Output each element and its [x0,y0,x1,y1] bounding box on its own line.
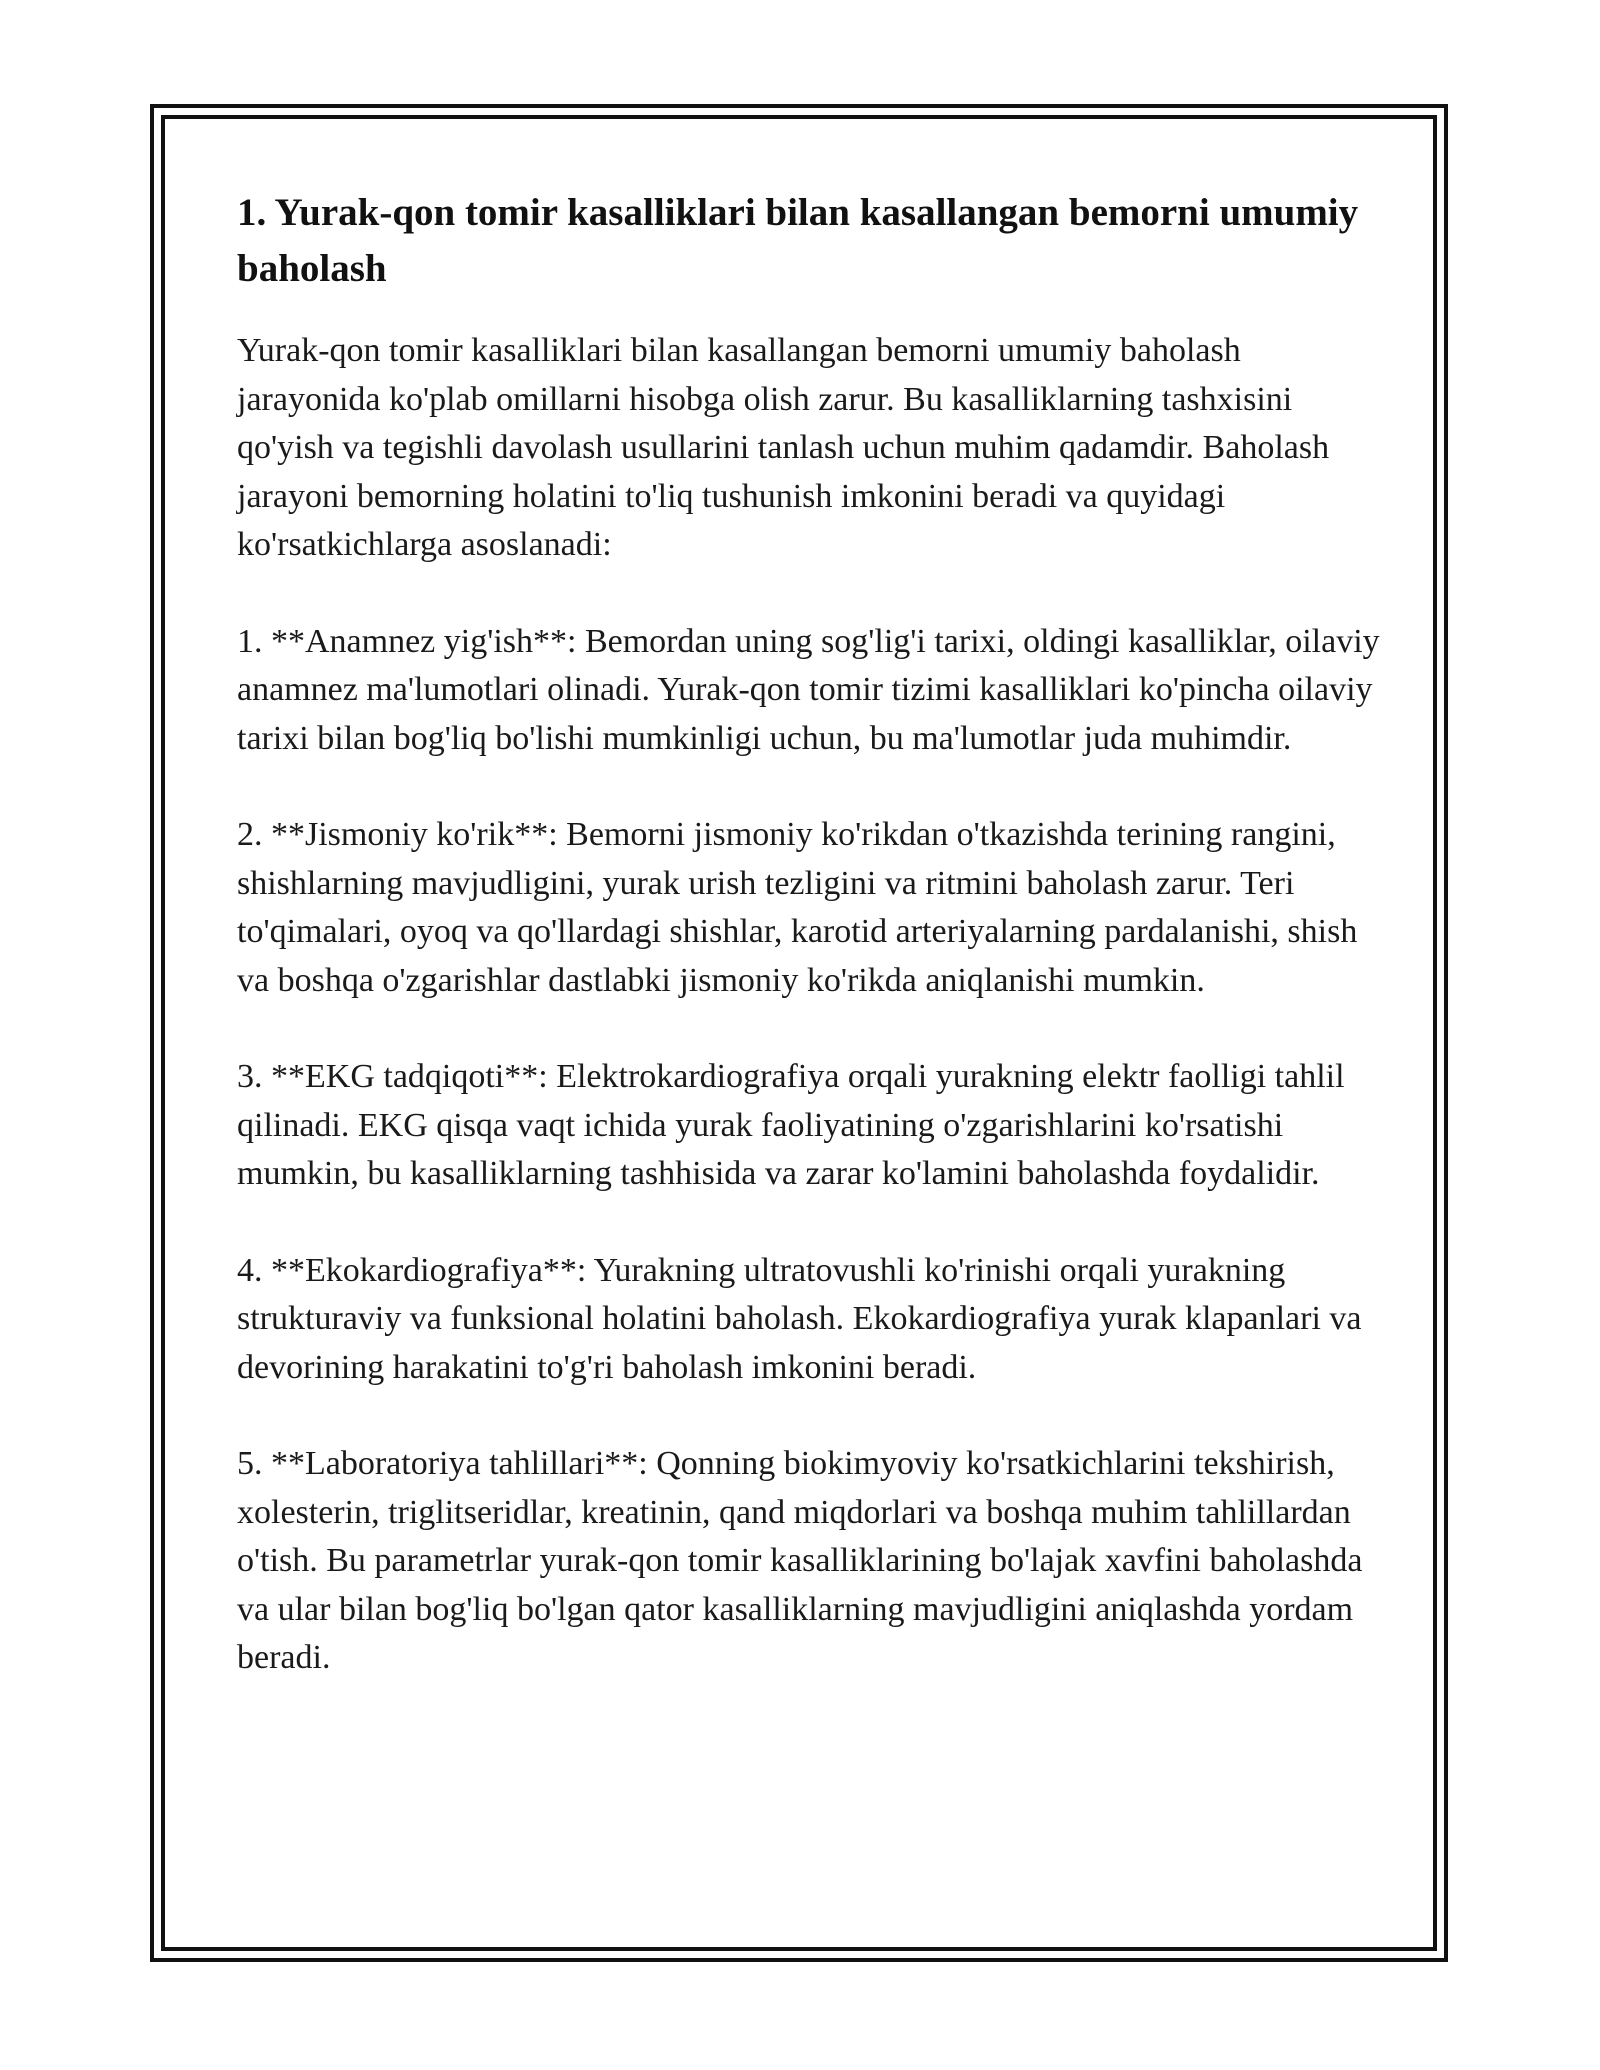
list-item-ecg: 3. **EKG tadqiqoti**: Elektrokardiografiya orqali yurakning elektr faolligi tahlil qilinadi. EKG qisqa vaqt ichida yurak faoliyatining o'zgarishlarini ko'rsatishi mumkin, bu kasalliklarning tashhisida va zarar ko'lamini baholashda foydalidir. [237,1058,1345,1192]
intro-paragraph: Yurak-qon tomir kasalliklari bilan kasallangan bemorni umumiy baholash jarayonida ko'plab omillarni hisobga olish zarur. Bu kasalliklarning tashxisini qo'yish va tegishli davolash usullarini tanlash uchun muhim qadamdir. Baholash jarayoni bemorning holatini to'liq tushunish imkonini beradi va quyidagi ko'rsatkichlarga asoslanadi: [237,332,1330,563]
list-item-echocardiography: 4. **Ekokardiografiya**: Yurakning ultratovushli ko'rinishi orqali yurakning strukturaviy va funksional holatini baholash. Ekokardiografiya yurak klapanlari va devorining harakatini to'g'ri baholash imkonini beradi. [237,1251,1362,1386]
list-item-physical-exam: 2. **Jismoniy ko'rik**: Bemorni jismoniy ko'rikdan o'tkazishda terining rangini, shishlarning mavjudligini, yurak urish tezligini va ritmini baholash zarur. Teri to'qimalari, oyoq va qo'llardagi shishlar, karotid arteriyalarning pardalanishi, shish va boshqa o'zgarishlar dastlabki jismoniy ko'rikda aniqlanishi mumkin. [237,816,1358,999]
list-item-anamnesis: 1. **Anamnez yig'ish**: Bemordan uning sog'lig'i tarixi, oldingi kasalliklar, oilaviy anamnez ma'lumotlari olinadi. Yurak-qon tomir tizimi kasalliklari ko'pincha oilaviy tarixi bilan bog'liq bo'lishi mumkinligi uchun, bu ma'lumotlar juda muhimdir. [237,622,1380,757]
list-item-lab-tests: 5. **Laboratoriya tahlillari**: Qonning biokimyoviy ko'rsatkichlarini tekshirish, xolesterin, triglitseridlar, kreatinin, qand miqdorlari va boshqa muhim tahlillardan o'tish. Bu parametrlar yurak-qon tomir kasalliklarining bo'lajak xavfini baholashda va ular bilan bog'liq bo'lgan qator kasalliklarning mavjudligini aniqlashda yordam beradi. [237,1445,1363,1676]
document-body [237,185,1387,1731]
section-heading: 1. Yurak-qon tomir kasalliklari bilan kasallangan bemorni umumiy baholash [237,191,1359,290]
